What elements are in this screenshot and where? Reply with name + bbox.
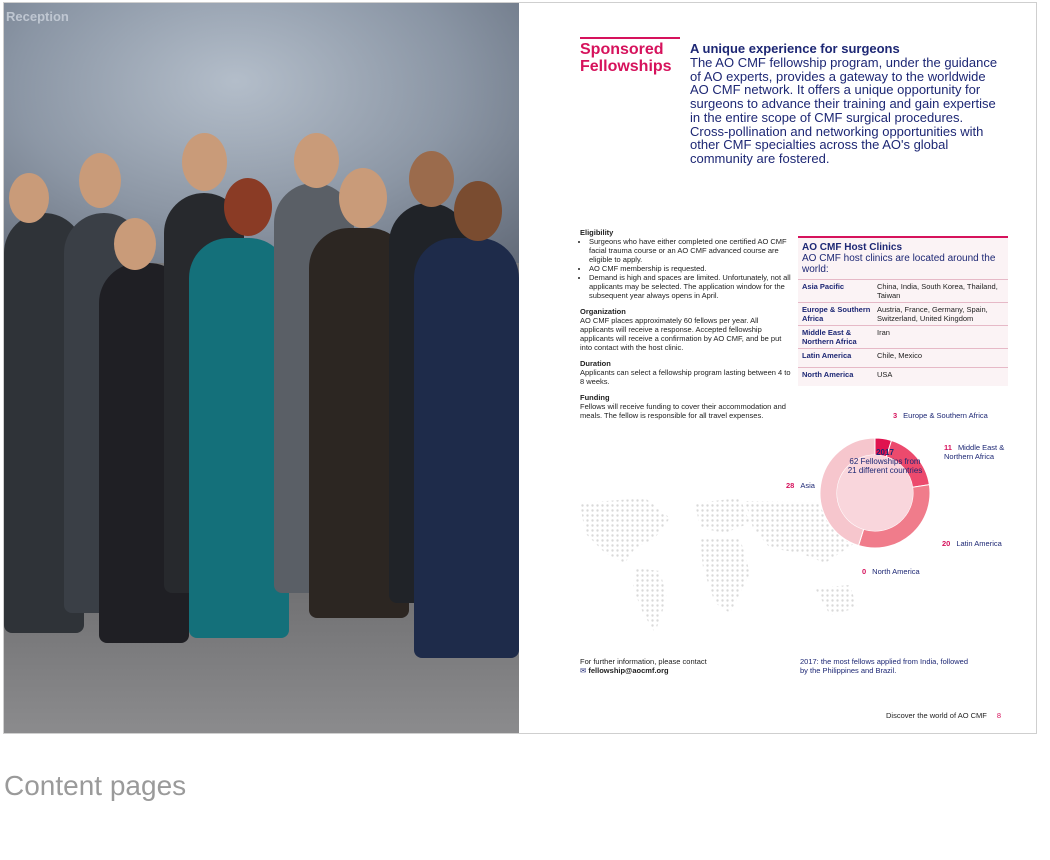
region-label: Latin America (802, 351, 852, 360)
chart-note: 2017: the most fellows applied from India, followed by the Philippines and Brazil. (800, 657, 969, 675)
person-head (339, 168, 387, 228)
donut-category: North America (872, 567, 920, 576)
table-row (798, 325, 1008, 348)
contact-info (580, 657, 707, 675)
reception-sign: Reception (6, 9, 69, 24)
footer-text: Discover the world of AO CMF (886, 711, 987, 720)
host-clinics-title: AO CMF Host Clinics (802, 242, 903, 253)
person-head (294, 133, 339, 188)
donut-value: 0 (862, 567, 867, 576)
contact-email[interactable]: fellowship@aocmf.org (588, 666, 669, 675)
caption: Content pages (4, 770, 187, 801)
page-footer (886, 711, 1001, 720)
brochure-spread (3, 2, 1037, 734)
duration-text: Applicants can select a fellowship program lasting between 4 to 8 weeks. (580, 368, 791, 386)
eligibility-list (580, 237, 792, 300)
contact-text: For further information, please contact (580, 657, 707, 666)
person-head (114, 218, 156, 270)
region-label: North America (802, 370, 854, 379)
region-label: Middle East & Northern Africa (802, 328, 857, 346)
donut-center-text: 62 Fellowships from 21 different countries (847, 457, 923, 475)
table-row (798, 367, 1008, 386)
person-silhouette (414, 238, 519, 658)
host-clinics-table (798, 236, 1008, 386)
person-head (454, 181, 502, 241)
list-item: • AO CMF membership is requested. (589, 264, 792, 273)
table-row (798, 302, 1008, 325)
funding-text: Fellows will receive funding to cover their accommodation and meals. The fellow is responsible for all travel expenses. (580, 402, 786, 420)
donut-center (845, 448, 925, 475)
countries-value: Austria, France, Germany, Spain, Switzerland, United Kingdom (877, 305, 988, 323)
table-row (798, 348, 1008, 367)
table-row (798, 279, 1008, 302)
donut-center-title: 2017 (876, 448, 894, 457)
eligibility-heading: Eligibility (580, 228, 614, 237)
headline: A unique experience for surgeons (690, 41, 900, 56)
page-number: 8 (996, 711, 1002, 720)
donut-value: 28 (786, 481, 795, 490)
intro-paragraph: The AO CMF fellowship program, under the guidance of AO experts, provides a gateway to the worldwide AO CMF network. It offers a unique opportunity for surgeons to advance their training and gain expertise in the entire scope of CMF surgical procedures. Cross-pollination and networking opportunities with other CMF specialties across the AO's global community are fostered. (690, 55, 998, 166)
countries-value: Iran (877, 328, 890, 337)
donut-category: Latin America (956, 539, 1002, 548)
donut-value: 11 (944, 443, 952, 452)
fellowship-details (580, 228, 792, 427)
content-page (520, 3, 1036, 733)
donut-label-latin-america (942, 539, 1032, 548)
host-clinics-subtitle: AO CMF host clinics are located around the world: (802, 253, 996, 275)
region-label: Asia Pacific (802, 282, 845, 291)
organization-text: AO CMF places approximately 60 fellows per year. All applicants will receive a response. Accepted fellowship applicants will receive a confirmation by AO CMF, and be put into contact with the host clinic. (580, 316, 782, 352)
envelope-icon: ✉ (580, 666, 587, 675)
person-head (224, 178, 272, 236)
donut-category: Europe & Southern Africa (903, 411, 988, 420)
donut-category: Asia (800, 481, 815, 490)
funding-heading: Funding (580, 393, 610, 402)
section-title: Sponsored Fellowships (580, 37, 680, 75)
countries-value: China, India, South Korea, Thailand, Taiwan (877, 282, 998, 300)
region-label: Europe & Southern Africa (802, 305, 871, 323)
donut-label-asia (786, 481, 836, 490)
donut-label-north-america (862, 567, 952, 576)
organization-heading: Organization (580, 307, 626, 316)
person-head (79, 153, 121, 208)
donut-value: 20 (942, 539, 951, 548)
duration-heading: Duration (580, 359, 611, 368)
group-photo (4, 3, 519, 733)
contact-email-row[interactable] (580, 666, 707, 675)
list-item: • Surgeons who have either completed one certified AO CMF facial trauma course or an AO CMF advanced course are eligible to apply. (589, 237, 792, 264)
donut-label-middle-east (944, 443, 1034, 461)
person-head (9, 173, 49, 223)
person-head (409, 151, 454, 207)
person-head (182, 133, 227, 191)
countries-value: USA (877, 370, 893, 379)
list-item: • Demand is high and spaces are limited. Unfortunately, not all applicants may be selected. The application window for the subsequent year always opens in April. (589, 273, 792, 300)
donut-category: Middle East & Northern Africa (944, 443, 1005, 461)
countries-value: Chile, Mexico (877, 351, 923, 360)
donut-label-europe (893, 411, 988, 420)
donut-value: 3 (893, 411, 898, 420)
